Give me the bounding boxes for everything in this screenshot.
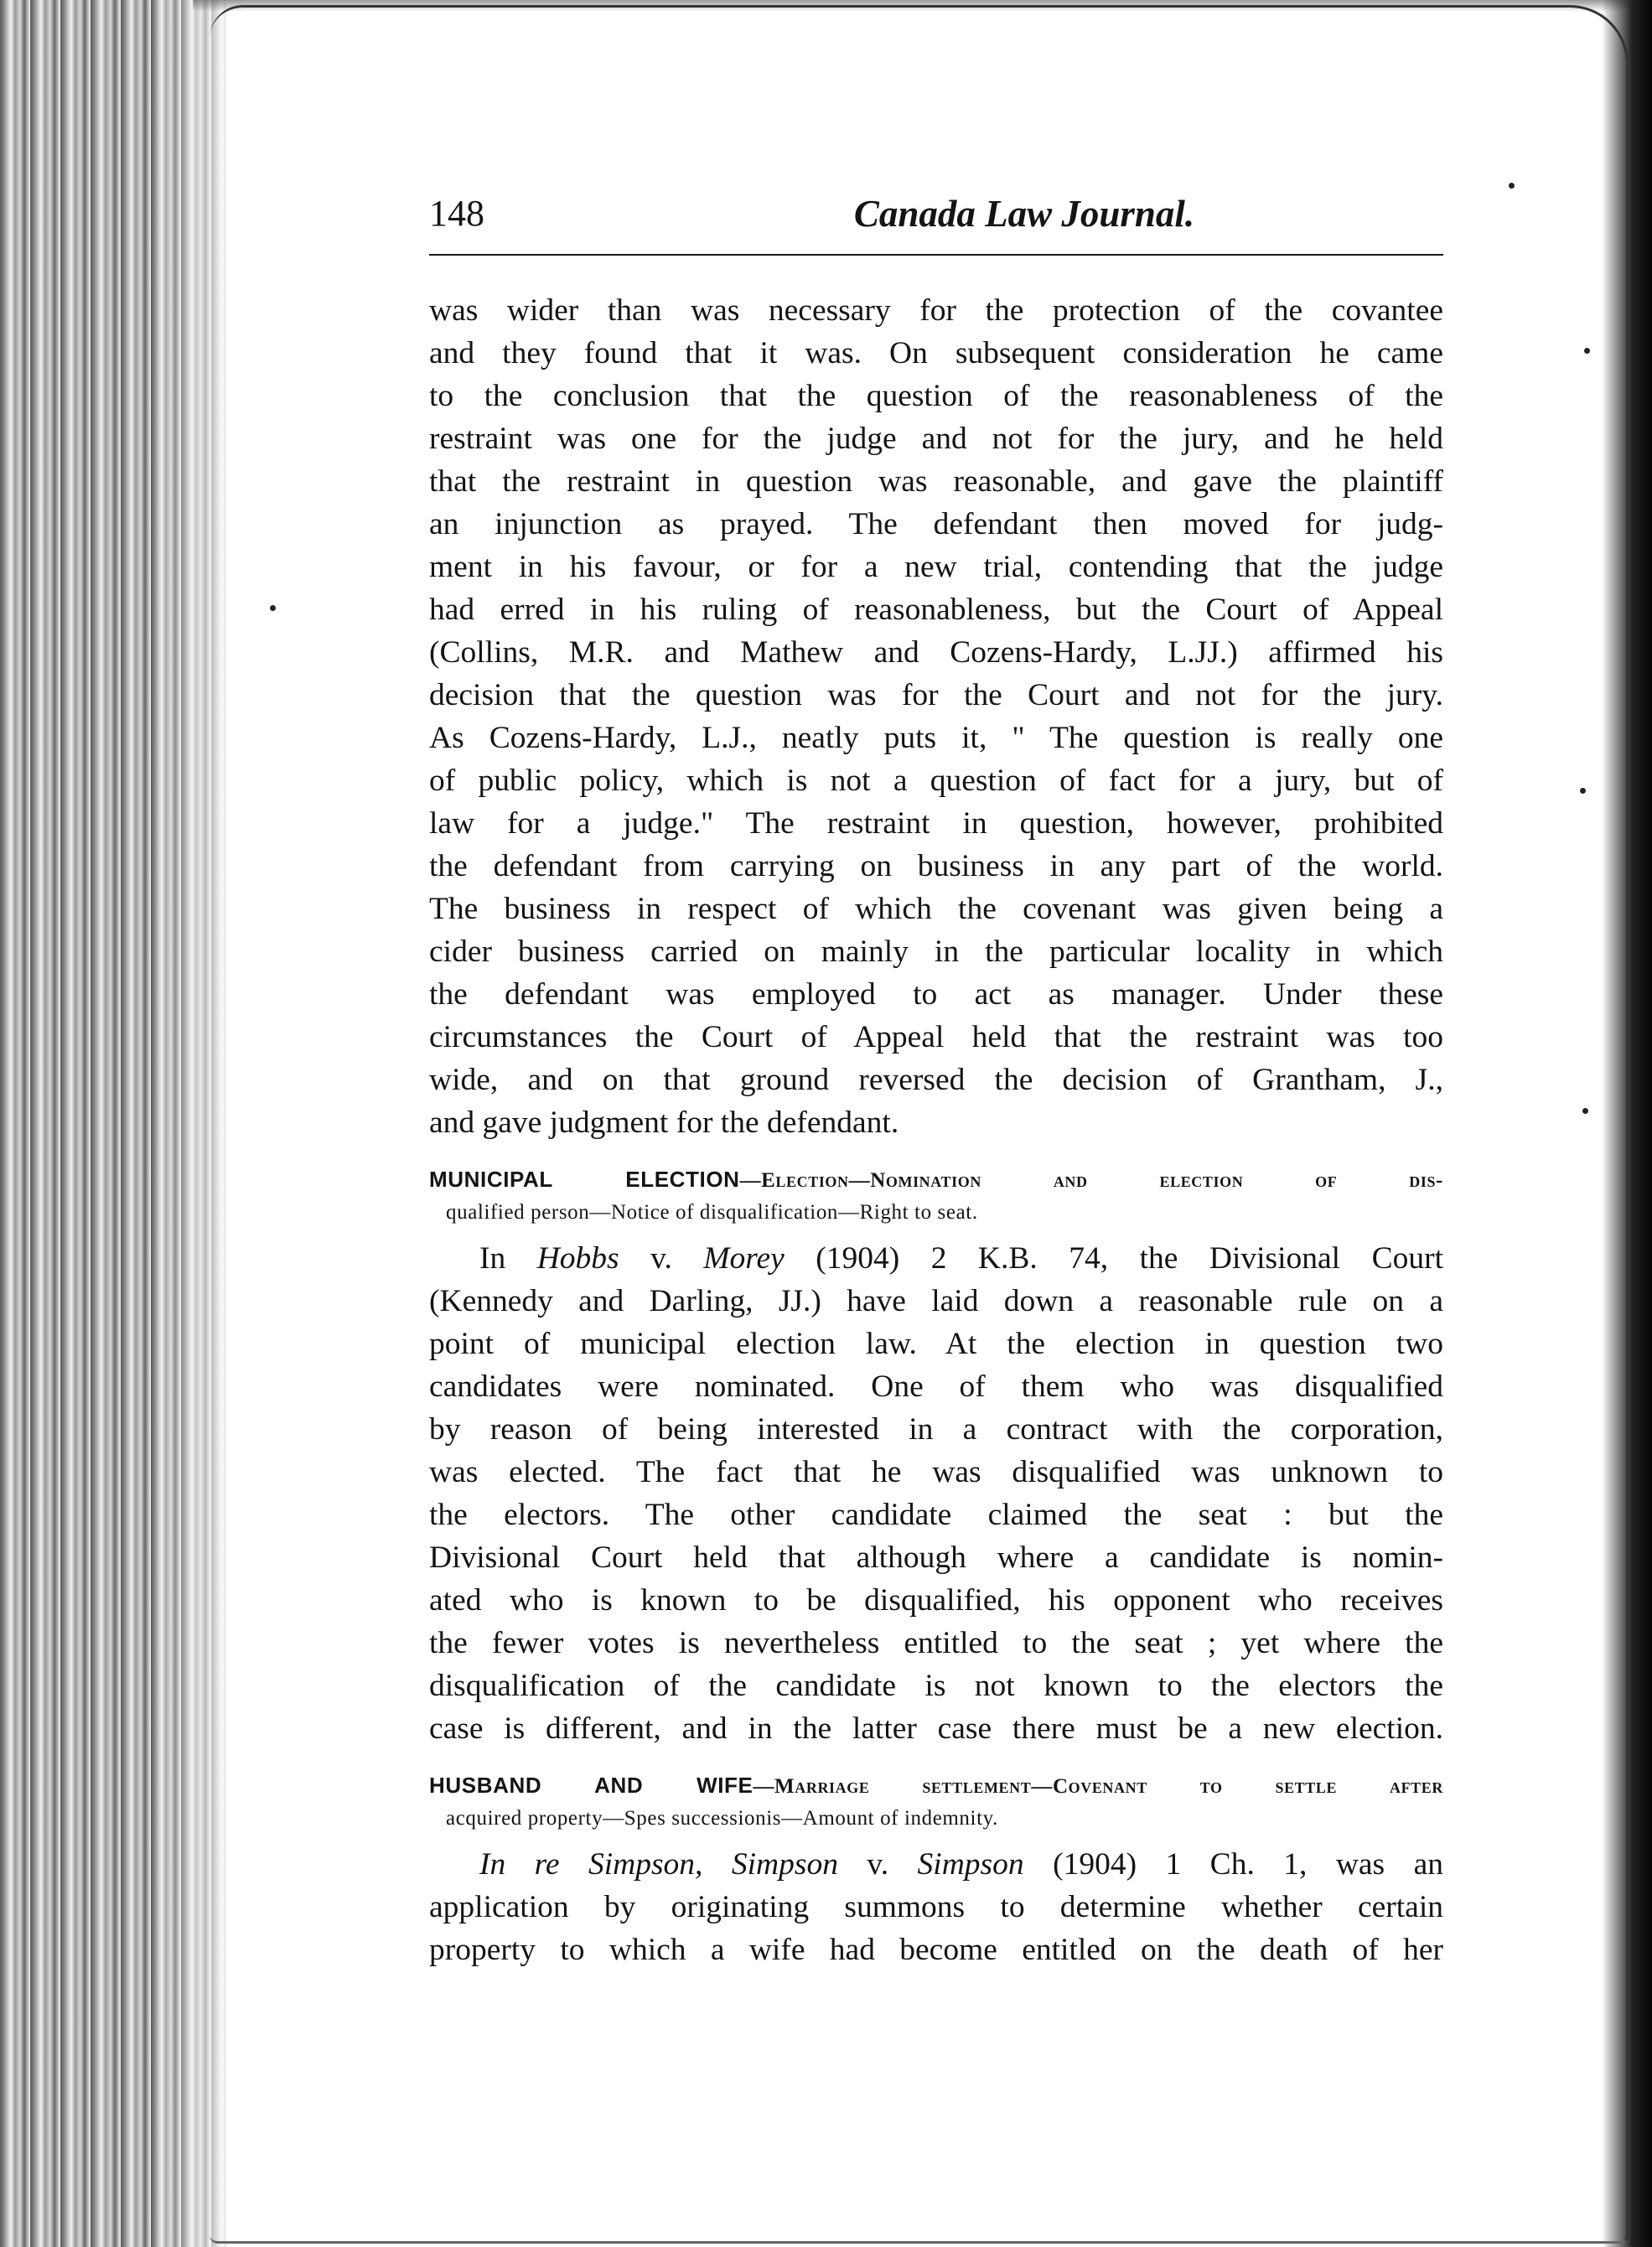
text-line: disqualification of the candidate is not known to the electors the	[429, 1669, 1443, 1703]
margin-speck	[1580, 788, 1586, 794]
case-name: Morey	[703, 1241, 785, 1276]
text-line: As Cozens-Hardy, L.J., neatly puts it, " The question is really one	[429, 721, 1443, 755]
section-heading-line	[429, 1163, 1443, 1197]
case-name: In re Simpson, Simpson	[479, 1847, 838, 1882]
section-heading-line: acquired property—Spes successionis—Amount of indemnity.	[446, 1807, 998, 1830]
section-heading-husband-and-wife	[429, 1769, 1443, 1835]
header-rule	[429, 254, 1443, 256]
page-number: 148	[429, 193, 484, 234]
journal-title: Canada Law Journal.	[853, 193, 1195, 235]
paragraph-in-re-simpson	[429, 1843, 1443, 1971]
text-line: wide, and on that ground reversed the decision of Grantham, J.,	[429, 1063, 1443, 1097]
text-line: the electors. The other candidate claimed the seat : but the	[429, 1498, 1443, 1532]
text-line: the defendant was employed to act as manager. Under these	[429, 977, 1443, 1012]
case-name: Simpson	[917, 1847, 1024, 1882]
text-line	[429, 1843, 1443, 1886]
text-line: ment in his favour, or for a new trial, contending that the judge	[429, 550, 1443, 584]
text-line: point of municipal election law. At the election in question two	[429, 1327, 1443, 1361]
section-heading-municipal-election	[429, 1163, 1443, 1229]
text-line: by reason of being interested in a contract with the corporation,	[429, 1412, 1443, 1447]
section-heading-line: qualified person—Notice of disqualification—Right to seat.	[446, 1201, 978, 1224]
citation: (1904) 2 K.B. 74, the Divisional Court	[784, 1241, 1443, 1276]
text-line: property to which a wife had become entitled on the death of her	[429, 1933, 1443, 1967]
text-line: (Kennedy and Darling, JJ.) have laid down a reasonable rule on a	[429, 1284, 1443, 1318]
margin-speck	[270, 605, 276, 611]
section-heading-subject: —Election—Nomination and election of dis-	[739, 1169, 1443, 1192]
text-line: had erred in his ruling of reasonableness, but the Court of Appeal	[429, 593, 1443, 627]
article-body	[429, 289, 1443, 1971]
text-line: Divisional Court held that although where a candidate is nomin-	[429, 1540, 1443, 1575]
case-name: Hobbs	[536, 1241, 619, 1276]
text-line: and they found that it was. On subsequent consideration he came	[429, 336, 1443, 370]
text-line: case is different, and in the latter case there must be a new election.	[429, 1711, 1443, 1746]
text-line: was elected. The fact that he was disqualified was unknown to	[429, 1455, 1443, 1489]
text-line: the fewer votes is nevertheless entitled to the seat ; yet where the	[429, 1626, 1443, 1660]
section-heading-subject: —Marriage settlement—Covenant to settle after	[753, 1775, 1443, 1798]
text-line: that the restraint in question was reasonable, and gave the plaintiff	[429, 464, 1443, 499]
text-fragment: v.	[619, 1241, 704, 1276]
margin-speck	[1509, 183, 1515, 189]
text-fragment: In	[479, 1241, 537, 1276]
margin-speck	[1584, 348, 1590, 354]
text-line: to the conclusion that the question of the reasonableness of the	[429, 379, 1443, 413]
citation: (1904) 1 Ch. 1, was an	[1023, 1847, 1443, 1882]
text-line: The business in respect of which the covenant was given being a	[429, 892, 1443, 926]
paragraph-restraint-of-trade	[429, 289, 1443, 1144]
text-line: an injunction as prayed. The defendant then moved for judg-	[429, 507, 1443, 541]
margin-speck	[1582, 1108, 1588, 1114]
text-line: was wider than was necessary for the protection of the covantee	[429, 293, 1443, 328]
text-line: ated who is known to be disqualified, his opponent who receives	[429, 1583, 1443, 1618]
section-heading-lead: MUNICIPAL ELECTION	[429, 1167, 740, 1192]
text-line: of public policy, which is not a question of fact for a jury, but of	[429, 764, 1443, 798]
paragraph-hobbs-v-morey	[429, 1237, 1443, 1750]
text-line: application by originating summons to determine whether certain	[429, 1890, 1443, 1924]
text-line: law for a judge." The restraint in question, however, prohibited	[429, 806, 1443, 841]
text-line: cider business carried on mainly in the particular locality in which	[429, 935, 1443, 969]
text-line: the defendant from carrying on business in any part of the world.	[429, 849, 1443, 883]
running-head	[429, 189, 1443, 247]
text-line: candidates were nominated. One of them who was disqualified	[429, 1369, 1443, 1404]
text-line: decision that the question was for the Court and not for the jury.	[429, 678, 1443, 712]
section-heading-lead: HUSBAND AND WIFE	[429, 1773, 753, 1798]
text-line: circumstances the Court of Appeal held that the restraint was too	[429, 1020, 1443, 1054]
text-line: (Collins, M.R. and Mathew and Cozens-Hardy, L.JJ.) affirmed his	[429, 635, 1443, 670]
text-fragment: v.	[837, 1847, 918, 1882]
text-line: and gave judgment for the defendant.	[429, 1105, 899, 1140]
section-heading-line	[429, 1769, 1443, 1803]
text-line	[429, 1237, 1443, 1280]
text-line: restraint was one for the judge and not for the jury, and he held	[429, 422, 1443, 456]
